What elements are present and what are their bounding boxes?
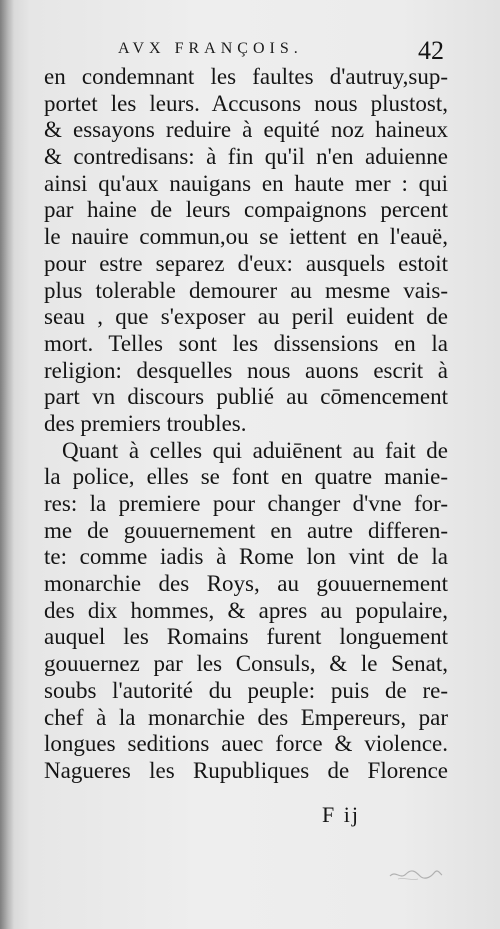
text-line: des dix hommes, & apres au populaire,	[44, 597, 448, 623]
running-title: AVX FRANÇOIS.	[118, 40, 303, 57]
signature-mark: F ij	[322, 802, 360, 827]
text-line: chef à la monarchie des Empereurs, par	[44, 704, 448, 730]
text-line: pour estre separez d'eux: ausquels estoit	[44, 250, 448, 276]
text-line: religion: desquelles nous auons escrit à	[44, 357, 448, 383]
body-text	[44, 64, 448, 785]
text-line: par haine de leurs compaignons percent	[44, 197, 448, 223]
text-line: & essayons reduire à equité noz haineux	[44, 117, 448, 143]
text-line: te: comme iadis à Rome lon vint de la	[44, 544, 448, 570]
text-line: le nauire commun,ou se iettent en l'eauë,	[44, 224, 448, 250]
text-line: gouuernez par les Consuls, & le Senat,	[44, 651, 448, 677]
text-line: en condemnant les faultes d'autruy,sup-	[44, 64, 448, 89]
page-gutter-shadow	[0, 0, 14, 929]
text-line: plus tolerable demourer au mesme vais-	[44, 277, 448, 303]
text-line: la police, elles se font en quatre manie-	[44, 464, 448, 490]
text-line: Quant à celles qui aduiēnent au fait de	[62, 437, 448, 463]
pencil-annotation-mark	[388, 862, 444, 884]
text-line: part vn discours publié au cōmencement	[44, 384, 448, 410]
text-line: auquel les Romains furent longuement	[44, 624, 448, 650]
text-line: ainsi qu'aux nauigans en haute mer : qui	[44, 170, 448, 196]
text-line: res: la premiere pour changer d'vne for-	[44, 491, 448, 516]
text-line: portet les leurs. Accusons nous plustost,	[44, 90, 448, 116]
text-line: des premiers troubles.	[44, 410, 247, 436]
text-line: me de gouuernement en autre differen-	[44, 517, 448, 543]
text-line: longues seditions auec force & violence.	[44, 731, 448, 757]
text-line: soubs l'autorité du peuple: puis de re-	[44, 677, 448, 703]
text-line: seau , que s'exposer au peril euident de	[44, 304, 448, 330]
text-line: & contredisans: à fin qu'il n'en aduienne	[44, 144, 448, 170]
page-number: 42	[418, 36, 444, 65]
text-line: mort. Telles sont les dissensions en la	[44, 330, 448, 356]
text-line: monarchie des Roys, au gouuernement	[44, 571, 448, 597]
text-line: Nagueres les Rupubliques de Florence	[44, 757, 448, 783]
